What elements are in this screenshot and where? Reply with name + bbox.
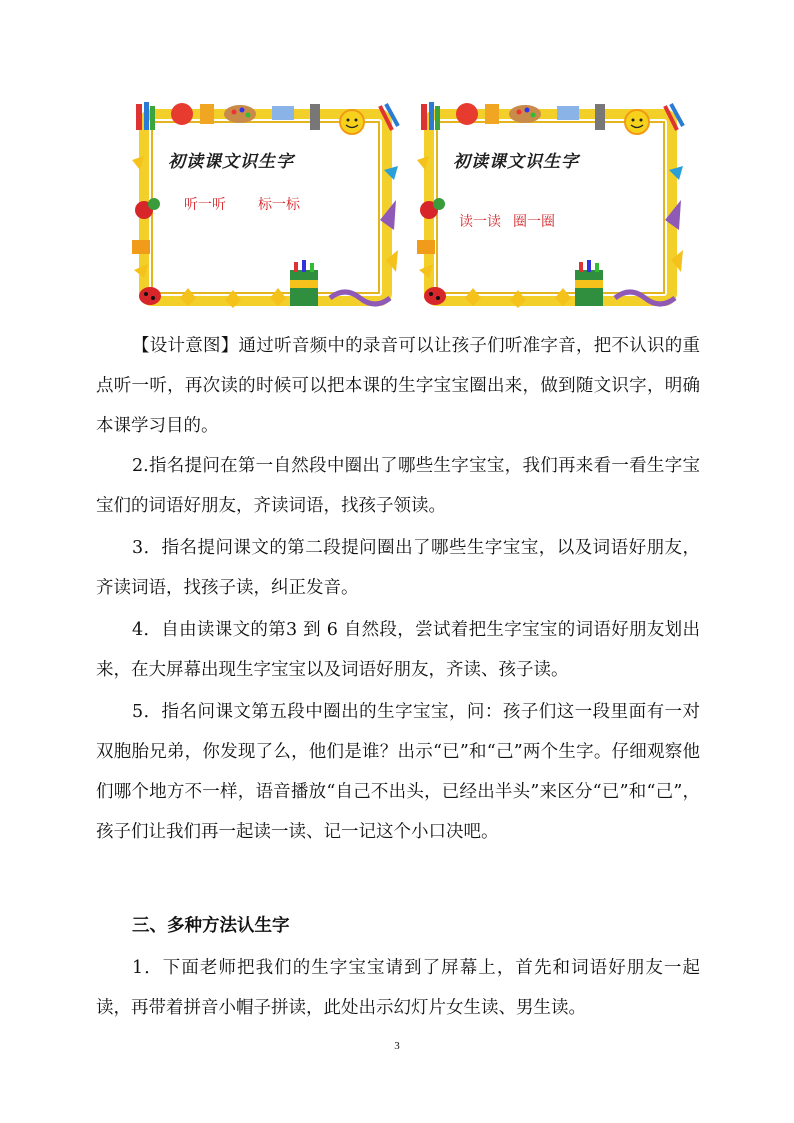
slide-title: 初读课文识生字 — [453, 152, 579, 172]
slide-subtitle — [184, 194, 332, 214]
slide-title: 初读课文识生字 — [168, 152, 294, 172]
paragraph-step-2: 2.指名提问在第一自然段中圈出了哪些生字宝宝，我们再来看一看生字宝宝们的词语好朋友，齐读词语，找孩子领读。 — [96, 456, 700, 516]
paragraph-step-5: 5．指名问课文第五段中圈出的生字宝宝，问：孩子们这一段里面有一对双胞胎兄弟，你发现了么，他们是谁？出示“已”和“己”两个生字。仔细观察他们哪个地方不一样，语音播放“自己不出头，已经出半头”来区分“已”和“己”，孩子们让我们再一起读一读、记一记这个小口决吧。 — [96, 702, 700, 842]
slide-images — [130, 100, 686, 315]
slide-thumbnail-1 — [130, 100, 401, 315]
slide-subtitle — [459, 211, 567, 231]
paragraph-step-3: 3．指名提问课文的第二段提问圈出了哪些生字宝宝，以及词语好朋友，齐读词语，找孩子读，纠正发音。 — [96, 538, 700, 598]
paragraph-section-3-step-1: 1．下面老师把我们的生字宝宝请到了屏幕上，首先和词语好朋友一起读，再带着拼音小帽子拼读，此处出示幻灯片女生读、男生读。 — [96, 958, 700, 1018]
slide-item: 圈一圈 — [513, 214, 555, 230]
section-heading: 三、多种方法认生字 — [132, 916, 290, 936]
slide-item: 听一听 — [184, 197, 226, 213]
slide-item: 读一读 — [459, 214, 501, 230]
paragraph-step-4: 4．自由读课文的第3 到 6 自然段，尝试着把生字宝宝的词语好朋友划出来，在大屏幕出现生字宝宝以及词语好朋友，齐读、孩子读。 — [96, 620, 700, 680]
slide-thumbnail-2 — [415, 100, 686, 315]
page-number: 3 — [394, 1040, 400, 1052]
slide-item: 标一标 — [258, 197, 300, 213]
paragraph-design-intent: 【设计意图】通过听音频中的录音可以让孩子们听准字音，把不认识的重点听一听，再次读的时候可以把本课的生字宝宝圈出来，做到随文识字，明确本课学习目的。 — [96, 336, 700, 436]
decorative-frame-icon — [415, 100, 686, 315]
